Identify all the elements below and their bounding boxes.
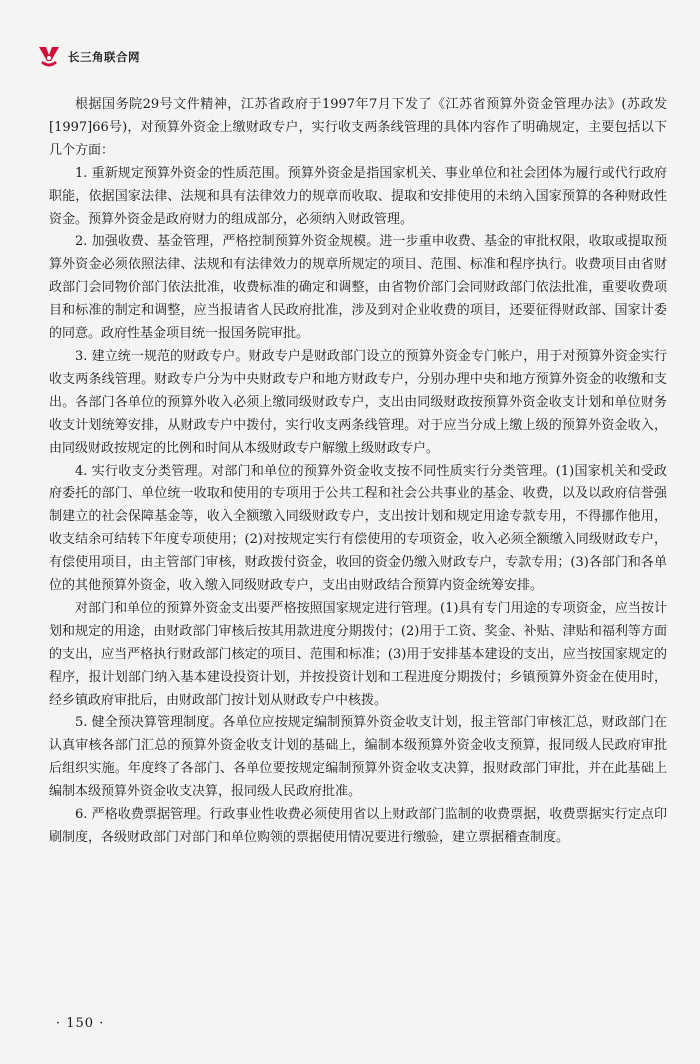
paragraph-6: 6. 严格收费票据管理。行政事业性收费必须使用省以上财政部门监制的收费票据，收费票据实行定点印刷制度，各级财政部门对部门和单位购领的票据使用情况要进行缴验，建立票据稽查制度。	[49, 807, 667, 845]
page-number: · 150 ·	[56, 1016, 105, 1031]
paragraph-1: 1. 重新规定预算外资金的性质范围。预算外资金是指国家机关、事业单位和社会团体为履行或代行政府职能，依据国家法律、法规和具有法律效力的规章而收取、提取和安排使用的未纳入国家预算的各种财政性资金。预算外资金是政府财力的组成部分，必须纳入财政管理。	[49, 165, 667, 227]
site-header	[36, 44, 140, 70]
paragraph-4: 4. 实行收支分类管理。对部门和单位的预算外资金收支按不同性质实行分类管理。(1)国家机关和受政府委托的部门、单位统一收取和使用的专项用于公共工程和社会公共事业的基金、收费，以及以政府信誉强制建立的社会保障基金等，收入全额缴入同级财政专户，支出按计划和规定用途专款专用，不得挪作他用，收支结余可结转下年度专项使用；(2)对按规定实行有偿使用的专项资金，收入必须全额缴入同级财政专户，有偿使用项目，由主管部门审核，财政拨付资金，收回的资金仍缴入财政专户，专款专用；(3)各部门和各单位的其他预算外资金，收入缴入同级财政专户，支出由财政结合预算内资金统筹安排。	[49, 463, 667, 594]
intro-paragraph: 根据国务院29号文件精神，江苏省政府于1997年7月下发了《江苏省预算外资金管理办法》(苏政发[1997]66号)，对预算外资金上缴财政专户，实行收支两条线管理的具体内容作了明确规定，主要包括以下几个方面：	[49, 97, 667, 158]
paragraph-3: 3. 建立统一规范的财政专户。财政专户是财政部门设立的预算外资金专门帐户，用于对预算外资金实行收支两条线管理。财政专户分为中央财政专户和地方财政专户，分别办理中央和地方预算外资金的收缴和支出。各部门各单位的预算外收入必须上缴同级财政专户，支出由同级财政按预算外资金收支计划和单位财务收支计划统筹安排，从财政专户中拨付，实行收支两条线管理。对于应当分成上缴上级的预算外资金收入，由同级财政按规定的比例和时间从本级财政专户解缴上级财政专户。	[49, 348, 667, 456]
site-name: 长三角联合网	[68, 50, 140, 64]
paragraph-4-expenditure: 对部门和单位的预算外资金支出要严格按照国家规定进行管理。(1)具有专门用途的专项资金，应当按计划和规定的用途，由财政部门审核后按其用款进度分期拨付；(2)用于工资、奖金、补贴、津贴和福利等方面的支出，应当严格执行财政部门核定的项目、范围和标准；(3)用于安排基本建设的支出，应当按国家规定的程序，报计划部门纳入基本建设投资计划，并按投资计划和工程进度分期拨付；乡镇预算外资金在使用时，经乡镇政府审批后，由财政部门按计划从财政专户中核拨。	[49, 600, 667, 708]
paragraph-5: 5. 健全预决算管理制度。各单位应按规定编制预算外资金收支计划，报主管部门审核汇总，财政部门在认真审核各部门汇总的预算外资金收支计划的基础上，编制本级预算外资金收支预算，报同级人民政府审批后组织实施。年度终了各部门、各单位要按规定编制预算外资金收支决算，报财政部门审批，并在此基础上编制本级预算外资金收支决算，报同级人民政府批准。	[49, 715, 667, 800]
document-body	[49, 94, 667, 850]
site-logo-icon	[36, 44, 62, 70]
paragraph-2: 2. 加强收费、基金管理，严格控制预算外资金规模。进一步重申收费、基金的审批权限，收取或提取预算外资金必须依照法律、法规和有法律效力的规章所规定的项目、范围、标准和程序执行。收费项目由省财政部门会同物价部门依法批准，收费标准的确定和调整，由省物价部门会同财政部门依法批准，重要收费项目和标准的制定和调整，应当报请省人民政府批准，涉及到对企业收费的项目，还要征得财政部、国家计委的同意。政府性基金项目统一报国务院审批。	[49, 234, 667, 342]
